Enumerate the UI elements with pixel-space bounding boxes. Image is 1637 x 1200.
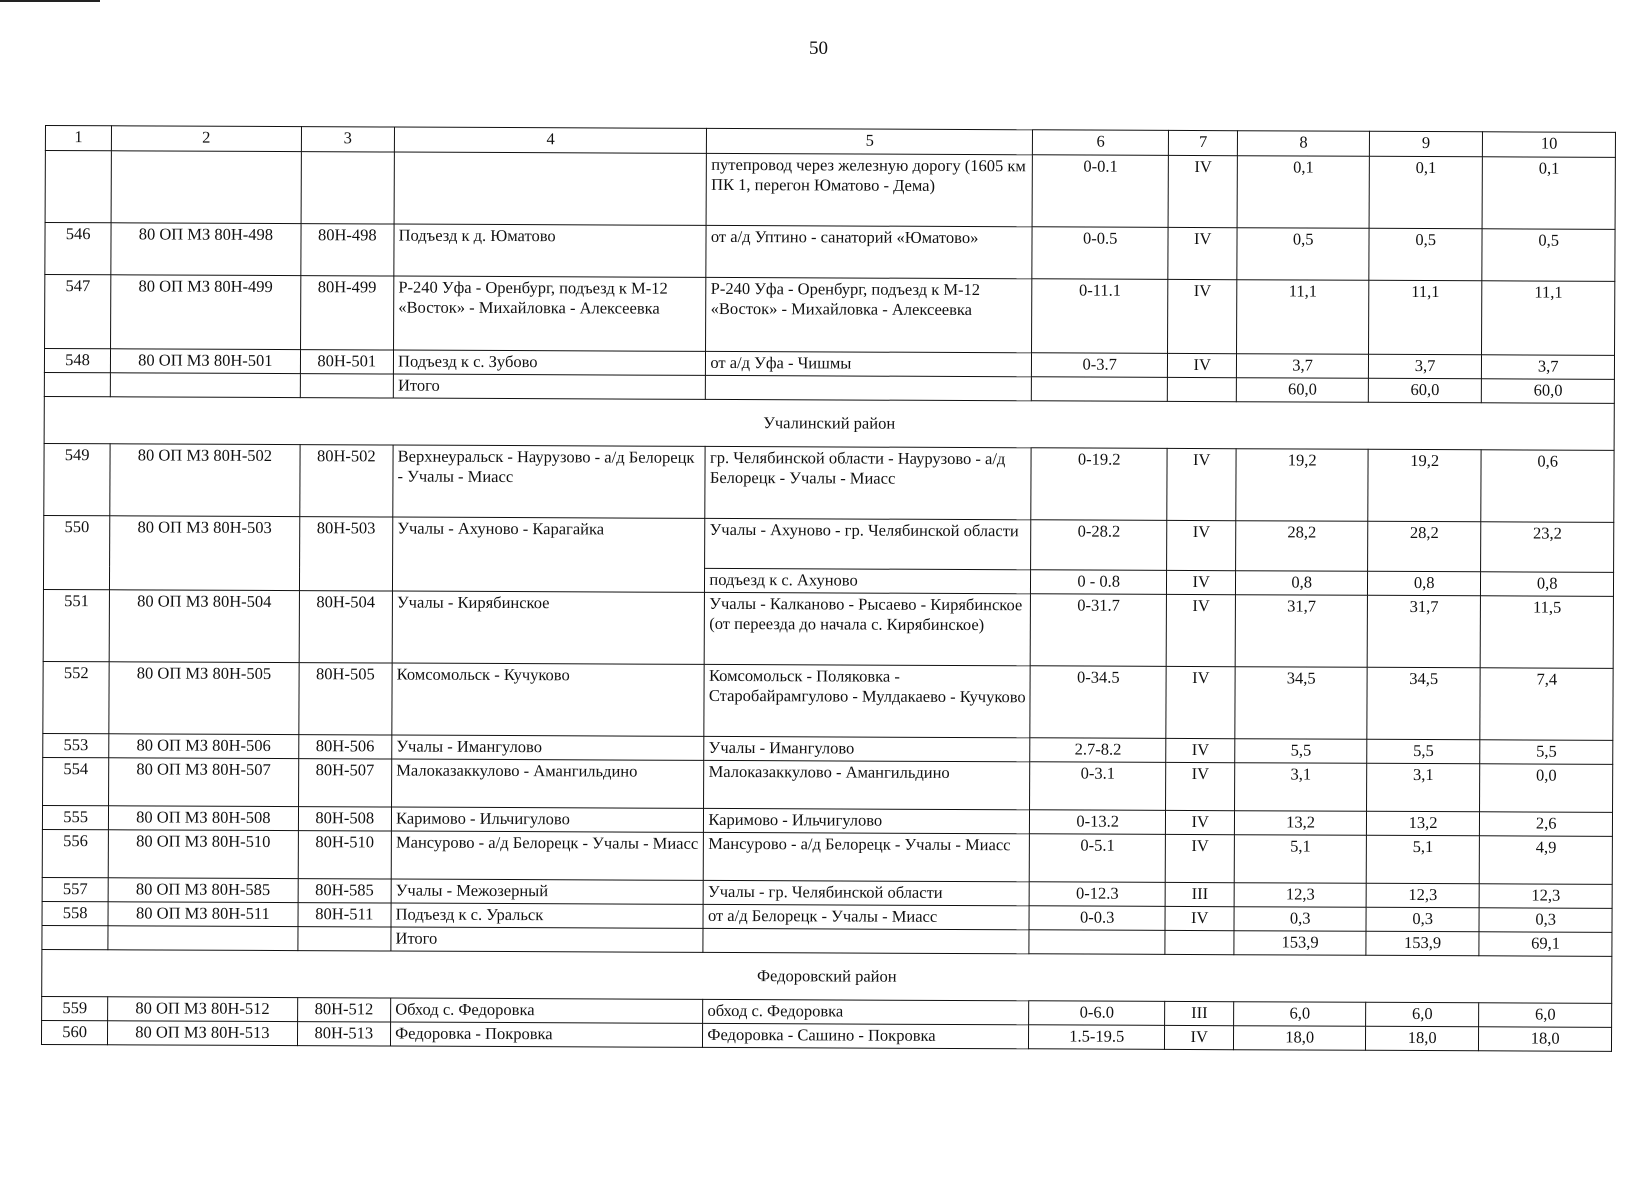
road-section: от а/д Уфа - Чишмы <box>706 351 1032 376</box>
road-length-paved: 0,1 <box>1482 157 1615 230</box>
road-length-total: 5,1 <box>1235 835 1367 884</box>
road-id-code: 80 ОП МЗ 80Н-502 <box>110 444 300 517</box>
road-length-paved: 0,8 <box>1481 572 1614 597</box>
road-name: Мансурово - а/д Белорецк - Учалы - Миасс <box>391 831 704 880</box>
road-km-range: 0-5.1 <box>1030 834 1166 883</box>
road-km-range: 1.5-19.5 <box>1029 1025 1165 1050</box>
road-id-code: 80 ОП МЗ 80Н-505 <box>109 662 299 735</box>
road-length-total: 0,1 <box>1237 156 1369 229</box>
road-name: Итого <box>391 927 703 952</box>
road-short-code: 80Н-507 <box>298 759 392 807</box>
road-section: гр. Челябинской области - Наурузово - а/д Белорецк - Учалы - Миасс <box>705 446 1031 519</box>
road-length-regional: 0,5 <box>1369 228 1483 280</box>
road-category: IV <box>1168 279 1238 353</box>
road-km-range <box>1029 930 1165 955</box>
road-km-range: 0-0.3 <box>1029 906 1165 931</box>
table-row <box>45 275 1615 356</box>
column-header: 10 <box>1483 132 1616 158</box>
road-length-paved: 0,5 <box>1482 229 1615 282</box>
road-section: Комсомольск - Поляковка - Старобайрамгулово - Мулдакаево - Кучуково <box>704 664 1030 737</box>
road-number: 547 <box>45 275 112 349</box>
road-number: 548 <box>44 349 110 373</box>
road-length-paved: 0,3 <box>1479 908 1612 933</box>
page-number: 50 <box>809 38 828 59</box>
column-header: 6 <box>1033 130 1169 156</box>
road-section <box>703 928 1029 953</box>
road-id-code: 80 ОП МЗ 80Н-498 <box>111 223 301 276</box>
road-length-total: 34,5 <box>1235 667 1367 740</box>
road-km-range: 0-12.3 <box>1029 882 1165 907</box>
road-short-code: 80Н-513 <box>297 1022 391 1046</box>
road-number: 550 <box>43 515 110 589</box>
road-length-regional: 31,7 <box>1367 595 1481 667</box>
road-length-total: 19,2 <box>1236 449 1368 522</box>
road-number <box>44 372 110 396</box>
road-length-paved: 3,7 <box>1482 355 1615 380</box>
road-length-paved: 6,0 <box>1479 1003 1612 1028</box>
district-row <box>44 396 1614 450</box>
road-km-range: 0-6.0 <box>1029 1001 1165 1026</box>
road-number: 552 <box>43 661 110 733</box>
road-id-code: 80 ОП МЗ 80Н-501 <box>111 349 300 374</box>
road-number: 546 <box>45 223 111 275</box>
road-category: IV <box>1167 448 1237 520</box>
road-name: Каримово - Ильчигулово <box>392 807 704 832</box>
column-header: 5 <box>707 128 1033 154</box>
road-id-code: 80 ОП МЗ 80Н-508 <box>109 806 298 831</box>
road-length-regional: 28,2 <box>1367 521 1481 571</box>
road-id-code <box>111 151 301 224</box>
column-header: 4 <box>394 127 706 153</box>
road-category: IV <box>1168 155 1238 227</box>
road-km-range: 0-3.7 <box>1032 353 1168 378</box>
road-category: IV <box>1166 738 1235 762</box>
road-length-total: 5,5 <box>1235 739 1367 764</box>
road-section: Р-240 Уфа - Оренбург, подъезд к М-12 «Восток» - Михайловка - Алексеевка <box>706 277 1032 352</box>
road-number: 558 <box>42 901 108 925</box>
road-section: Мансурово - а/д Белорецк - Учалы - Миасс <box>704 832 1030 881</box>
road-id-code: 80 ОП МЗ 80Н-506 <box>109 734 298 759</box>
road-number: 559 <box>42 996 108 1020</box>
column-header: 7 <box>1168 130 1237 155</box>
road-name: Итого <box>393 374 705 399</box>
road-length-regional: 60,0 <box>1368 378 1482 402</box>
road-km-range: 0-0.5 <box>1032 227 1168 280</box>
road-short-code: 80Н-585 <box>298 879 392 903</box>
road-length-regional: 13,2 <box>1366 811 1480 835</box>
road-id-code: 80 ОП МЗ 80Н-513 <box>108 1021 297 1046</box>
district-title: Учалинский район <box>44 396 1614 450</box>
road-length-total: 11,1 <box>1237 280 1369 355</box>
road-name: Подъезд к д. Юматово <box>394 224 707 277</box>
road-name: Малоказаккулово - Амангильдино <box>392 759 705 808</box>
road-length-total: 28,2 <box>1236 521 1368 572</box>
road-name <box>394 152 707 225</box>
road-category: III <box>1165 882 1234 906</box>
road-length-total: 12,3 <box>1235 883 1367 908</box>
road-km-range: 0-0.1 <box>1032 155 1168 228</box>
road-length-regional: 6,0 <box>1365 1002 1479 1026</box>
road-length-total: 13,2 <box>1235 811 1367 836</box>
column-header: 8 <box>1238 131 1370 157</box>
road-length-paved: 5,5 <box>1480 740 1613 765</box>
road-id-code: 80 ОП МЗ 80Н-499 <box>111 275 301 350</box>
road-length-paved: 69,1 <box>1479 932 1612 957</box>
road-length-regional: 18,0 <box>1365 1026 1479 1050</box>
road-short-code: 80Н-502 <box>299 445 393 517</box>
road-name: Верхнеуральск - Наурузово - а/д Белорецк - Учалы - Миасс <box>393 445 706 518</box>
road-length-total: 0,5 <box>1237 228 1369 281</box>
road-length-paved: 7,4 <box>1480 668 1613 741</box>
road-section: Малоказаккулово - Амангильдино <box>704 760 1030 809</box>
road-name: Обход с. Федоровка <box>391 998 703 1023</box>
road-short-code: 80Н-510 <box>298 831 392 879</box>
road-length-total: 60,0 <box>1237 378 1369 403</box>
road-category: IV <box>1165 906 1234 930</box>
road-number: 551 <box>43 589 110 661</box>
road-category: IV <box>1166 570 1235 594</box>
road-length-total: 31,7 <box>1236 595 1368 668</box>
road-category <box>1165 930 1234 954</box>
road-length-regional: 0,3 <box>1366 907 1480 931</box>
road-section: Учалы - гр. Челябинской области <box>704 880 1030 905</box>
road-km-range <box>1032 377 1168 402</box>
road-id-code: 80 ОП МЗ 80Н-503 <box>110 516 300 591</box>
road-section: подъезд к с. Ахуново <box>705 568 1031 593</box>
column-header: 1 <box>45 126 111 151</box>
road-number: 556 <box>42 829 108 877</box>
road-short-code: 80Н-511 <box>298 903 392 927</box>
road-name: Комсомольск - Кучуково <box>392 663 705 736</box>
road-length-total: 18,0 <box>1234 1026 1366 1051</box>
road-km-range: 0-34.5 <box>1030 666 1166 739</box>
road-km-range: 0-19.2 <box>1031 448 1167 521</box>
road-length-total: 0,8 <box>1236 571 1368 596</box>
road-length-paved: 0,0 <box>1480 764 1613 813</box>
road-id-code: 80 ОП МЗ 80Н-510 <box>108 830 297 879</box>
road-length-paved: 18,0 <box>1479 1027 1612 1052</box>
road-length-total: 153,9 <box>1234 931 1366 956</box>
road-length-paved: 12,3 <box>1480 884 1613 909</box>
road-category: IV <box>1167 353 1236 377</box>
road-category: III <box>1165 1001 1234 1025</box>
road-category: IV <box>1166 762 1236 810</box>
road-short-code: 80Н-512 <box>297 998 391 1022</box>
road-short-code <box>301 152 395 224</box>
road-name: Подъезд к с. Уральск <box>391 903 703 928</box>
road-name: Федоровка - Покровка <box>391 1022 703 1047</box>
road-km-range: 2.7-8.2 <box>1030 738 1166 763</box>
table-row <box>42 829 1612 884</box>
road-section: путепровод через железную дорогу (1605 км ПК 1, перегон Юматово - Дема) <box>706 153 1032 226</box>
table-row <box>45 151 1615 230</box>
road-km-range: 0-13.2 <box>1030 810 1166 835</box>
road-section: Учалы - Калканово - Рысаево - Кирябинское (от переезда до начала с. Кирябинское) <box>705 592 1031 665</box>
road-length-regional: 5,1 <box>1366 835 1480 883</box>
road-name: Учалы - Кирябинское <box>392 591 705 664</box>
road-length-paved: 4,9 <box>1480 836 1613 885</box>
column-header: 2 <box>112 126 301 152</box>
road-length-total: 6,0 <box>1234 1002 1366 1027</box>
road-name: Учалы - Имангулово <box>392 735 704 760</box>
road-length-regional: 3,1 <box>1366 763 1480 811</box>
roads-table <box>41 125 1616 1052</box>
road-id-code <box>108 926 297 951</box>
road-length-regional: 0,8 <box>1367 571 1481 595</box>
road-length-regional: 34,5 <box>1367 667 1481 739</box>
road-length-total: 0,3 <box>1234 907 1366 932</box>
road-section: от а/д Белорецк - Учалы - Миасс <box>703 904 1029 929</box>
road-id-code: 80 ОП МЗ 80Н-507 <box>109 758 298 807</box>
road-length-regional: 5,5 <box>1367 739 1481 763</box>
table-row <box>43 757 1613 812</box>
table-row <box>44 443 1614 522</box>
road-length-regional: 11,1 <box>1368 280 1482 354</box>
road-short-code: 80Н-504 <box>299 591 393 663</box>
road-id-code: 80 ОП МЗ 80Н-585 <box>108 878 297 903</box>
road-id-code: 80 ОП МЗ 80Н-504 <box>109 590 299 663</box>
road-number <box>45 151 112 223</box>
road-section: Учалы - Имангулово <box>704 736 1030 761</box>
road-length-paved: 60,0 <box>1482 379 1615 404</box>
road-name: Р-240 Уфа - Оренбург, подъезд к М-12 «Восток» - Михайловка - Алексеевка <box>394 276 707 351</box>
road-id-code: 80 ОП МЗ 80Н-511 <box>108 902 297 927</box>
road-length-paved: 0,6 <box>1481 450 1614 523</box>
road-section: Учалы - Ахуново - гр. Челябинской области <box>705 518 1031 569</box>
road-short-code: 80Н-503 <box>299 517 393 591</box>
road-km-range: 0-3.1 <box>1030 762 1166 811</box>
road-km-range: 0-31.7 <box>1031 594 1167 667</box>
road-km-range: 0-11.1 <box>1032 279 1168 354</box>
road-category <box>1167 377 1236 401</box>
road-category: IV <box>1165 1025 1234 1049</box>
road-short-code <box>297 927 391 951</box>
road-name: Подъезд к с. Зубово <box>394 350 706 375</box>
table-row <box>44 515 1614 572</box>
table-row <box>43 589 1613 668</box>
road-id-code <box>111 373 300 398</box>
road-km-range: 0-28.2 <box>1031 520 1167 571</box>
road-short-code: 80Н-499 <box>300 276 394 350</box>
road-short-code: 80Н-505 <box>298 663 392 735</box>
road-length-paved: 11,1 <box>1482 281 1615 356</box>
road-length-paved: 23,2 <box>1481 522 1614 573</box>
road-number: 549 <box>44 443 111 515</box>
road-number: 560 <box>41 1020 107 1044</box>
road-category: IV <box>1168 227 1238 279</box>
road-length-total: 3,1 <box>1235 763 1367 812</box>
table-row <box>43 661 1613 740</box>
road-short-code: 80Н-498 <box>300 224 394 276</box>
road-category: IV <box>1167 520 1237 570</box>
road-length-paved: 11,5 <box>1481 596 1614 669</box>
road-length-total: 3,7 <box>1237 354 1369 379</box>
road-category: IV <box>1165 810 1234 834</box>
district-row <box>42 949 1612 1003</box>
road-number: 557 <box>42 877 108 901</box>
table-body <box>41 126 1615 1052</box>
road-short-code <box>300 374 394 398</box>
road-short-code: 80Н-501 <box>300 350 394 374</box>
road-length-regional: 19,2 <box>1368 449 1482 521</box>
road-length-regional: 0,1 <box>1369 156 1483 228</box>
column-header: 3 <box>301 127 395 152</box>
road-section: Федоровка - Сашино - Покровка <box>703 1023 1029 1048</box>
road-number: 554 <box>43 757 109 805</box>
road-short-code: 80Н-506 <box>298 735 392 759</box>
road-section <box>706 375 1032 400</box>
road-section: от а/д Уптино - санаторий «Юматово» <box>706 225 1032 278</box>
column-header: 9 <box>1369 131 1483 156</box>
road-category: IV <box>1165 834 1235 882</box>
road-length-paved: 2,6 <box>1480 812 1613 837</box>
road-length-regional: 3,7 <box>1368 354 1482 378</box>
road-name: Учалы - Ахуново - Карагайка <box>393 517 706 592</box>
road-category: IV <box>1166 666 1236 738</box>
road-number: 555 <box>42 805 108 829</box>
corner-mark <box>0 0 100 2</box>
road-name: Учалы - Межозерный <box>391 879 703 904</box>
district-title: Федоровский район <box>42 949 1612 1003</box>
road-short-code: 80Н-508 <box>298 807 392 831</box>
road-length-regional: 153,9 <box>1366 931 1480 955</box>
road-number <box>42 925 108 949</box>
road-category: IV <box>1166 594 1236 666</box>
road-section: обход с. Федоровка <box>703 999 1029 1024</box>
table-row <box>45 223 1615 282</box>
road-section: Каримово - Ильчигулово <box>704 808 1030 833</box>
road-length-regional: 12,3 <box>1366 883 1480 907</box>
road-number: 553 <box>43 733 109 757</box>
road-id-code: 80 ОП МЗ 80Н-512 <box>108 997 297 1022</box>
road-km-range: 0 - 0.8 <box>1031 570 1167 595</box>
